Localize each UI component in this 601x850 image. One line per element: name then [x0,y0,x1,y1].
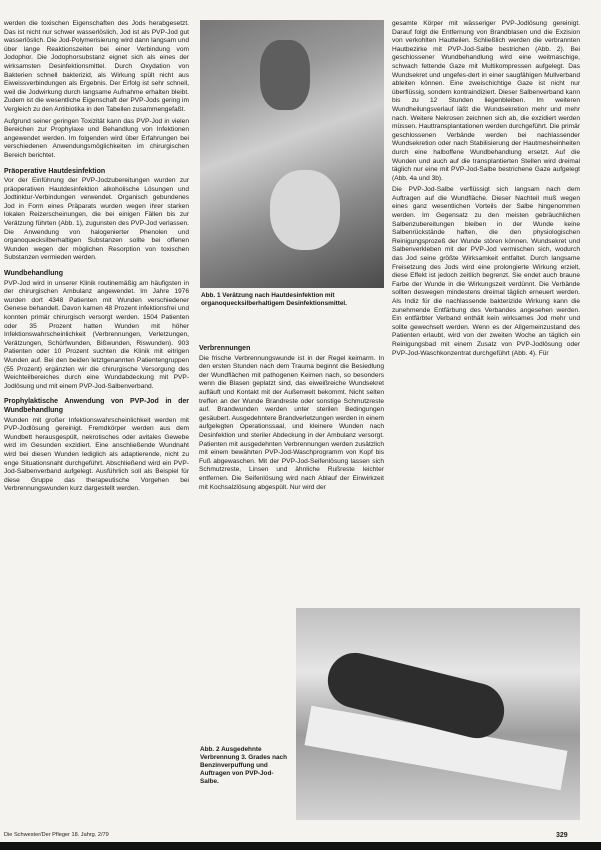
journal-footer: Die Schwester/Der Pfleger 18. Jahrg. 2/79 [4,832,109,838]
section-heading-prophylaxis: Prophylaktische Anwendung von PVP-Jod in der Wundbehandlung [4,398,189,414]
figure-2-photo [296,608,580,820]
photo-highlight [270,170,340,250]
section-heading-preop: Präoperative Hautdesinfektion [4,167,106,175]
paragraph: gesamte Körper mit wässeriger PVP-Jodlösung gereinigt. Darauf folgt die Entfernung von Brandblasen und die Exzision von verkohlten Hautteilen. Schließlich werden die verbrannten Hautbezirke mit PVP-Jod-Salbe bestrichen (Abb. 2). Bei geschlossener Wundbehandlung wird eine weitmaschige, schwach fettende Gaze mit Multikompressen aufgelegt. Das Wundsekret und ungefes-dert in einer saugfähigen Mullverband ableiten können. Eine zweischichtige Gaze ist nicht nur überflüssig, sondern kontraindiziert. Dieser Salbenverband kann bis zu 12 Stunden liegenbleiben. Im weiteren Wundheilungsverlauf läßt die Wundsekretion mehr und mehr nach. Weitere Nekrosen zeichnen sich ab, die exzidiert werden müssen. Hauttransplantationen werden durchgeführt. Die primär geschlossenen Verbände werden bei nachlassender Wundsekretion oder nach Stabilisierung der Hautmesheinheiten durch eine halboffene Wundbehandlung ersetzt. Auf die Wunden und auch auf die transplantierten Stellen wird dreimal täglich nur eine mit PVP-Jod-Salbe bestrichene Gaze aufgelegt (Abb. 4a und 3b). [392,20,580,182]
figure-2-caption: Abb. 2 Ausgedehnte Verbrennung 3. Grades nach Benzinverpuffung und Auftragen von PVP-Jod-Salbe. [200,746,288,785]
figure-1-photo [200,20,384,288]
page-number: 329 [556,832,568,839]
paragraph: Die PVP-Jod-Salbe verflüssigt sich langsam nach dem Auftragen auf die Wundfläche. Dieser Nachteil muß wegen eines ganz wesentlichen Vorteils der Salbe hingenommen werden. Im Gegensatz zu den meisten gebräuchlichen Salbenzubereitungen bleiben in der Wunde keine Salbenrückstände haften, die den physiologischen Reinigungsprozeß der Wunde stören können. Wundsekret und Salbenverkleben mit der PVP-Jod vermischen sich, wodurch das Jod seine größte Wirksamkeit entfaltet. Durch langsame Freisetzung des Jods wird eine prolongierte Wirkung erzielt, diese Effekt ist jedoch zeitlich begrenzt. Sie endet auch braune Farbe der Wunde in die Wirkungszeit verdünnt. Die Verbände sollten deswegen mindestens dreimal täglich erneuert werden. Als Indiz für die nachlassende bakterizide Wirkung kann die zunehmende Entfärbung des Verbandes angesehen werden. Ein entfärbter Verband enthält kein wirksames Jod mehr und sollte gewechselt werden. Wenn es der Allgemeinzustand des Patienten erlaubt, wird von der zweiten Woche an täglich ein Reinigungsbad mit einem Zusatz von PVP-Jodlösung oder PVP-Jod-Waschkonzentrat durchgeführt (Abb. 4). Für [392,186,580,357]
paragraph: Die frische Verbrennungswunde ist in der Regel keimarm. In den ersten Stunden nach dem Trauma beginnt die Besiedlung der Wundflächen mit pathogenen Keimen nach, so besonders wenn die Blasen geplatzt sind, das eiweißreiche Wundsekret aufläuft und Kontakt mit der Außenwelt bekommt. Nicht selten treffen an der Wunde Brandreste oder sonstige Schmutzreste auf. Brandwunden werden unter sterilen Bedingungen gesäubert. Ausgedehntere Brandverletzungen werden in einem aufgelegten Operationssaal, und kleinere Wunden nach Desinfektion und steriler Abdeckung in der Ambulanz versorgt. Patienten mit ausgedehnten Verbrennungen werden zusätzlich mit einem bewährten PVP-Jod-Waschprogramm von Kopf bis Fuß abgewaschen. Mit der PVP-Jod-Seifenlösung lassen sich Schmutzreste, Linsen und ähnliche Rußreste leichter entfernen. Die Seifenlösung wird nach Ablauf der Einwirkzeit mit Kochsalzlösung abgespült. Nur wird der [199,354,384,491]
paragraph: werden die toxischen Eigenschaften des Jods herabgesetzt. Das ist nicht nur schwer wasserlöslich, Jod ist als PVP-Jod gut wasserlöslich. Die Jod-Polymerisierung wird dann langsam und über lange Reaktionszeiten bei einer Verbindung vom Jodophor. Die Jodophorsubstanz eignet sich als eines der wirksamsten Desinfektionsmittel. Durch Oxydation von Bakterien schnell bakterizid, als Wirkung spült nicht aus Eiweissverbindungen als Ergebnis. Der Erfolg ist sehr schnell, weil die Jodwirkung durch langsame Aufnahme erhalten bleibt. Zudem ist die wesentliche Eigenschaft der PVP-Jods gering im Vergleich zu den Antibiotika in den Tabellen zusammengefaßt. [4,20,189,113]
section-heading-wound: Wundbehandlung [4,270,63,278]
section-heading-burns: Verbrennungen [199,345,251,352]
text-column-middle [199,338,384,495]
paragraph: Vor der Einführung der PVP-Jodzubereitungen wurden zur präoperativen Hautdesinfektion alkoholische Lösungen und Jodtinktur-Verbindungen verwendet. Organisch gebundenes Jod in Form eines Präparats wurden wegen ihrer starken lokalen Reizerscheinungen, die bei einigen Fällen bis zur Verätzung führten (Abb. 1), zugunsten des PVP-Jod verlassen. Die Anwendung von halogenierter Phenolen und organoquecksilberhaltigen Substanzen sollte bei offenen Wunden wegen der möglichen Resorption von toxischen Substanzen vermieden werden. [4,177,189,262]
text-column-right [392,20,580,361]
bottom-bar [0,842,601,850]
figure-1-caption: Abb. 1 Verätzung nach Hautdesinfektion mit organoquecksilberhaltigem Desinfektionsmittel. [201,292,347,307]
paragraph: Aufgrund seiner geringen Toxizität kann das PVP-Jod in vielen Bereichen zur Prophylaxe und Behandlung von Infektionen angewendet werden. Im folgenden wird über Erfahrungen bei verschiedenen Anwendungsmöglichkeiten im chirurgischen Bereich berichtet. [4,117,189,159]
paragraph: Wunden mit großer Infektionswahrscheinlichkeit werden mit PVP-Jodlösung gereinigt. Fremdkörper werden aus dem Wundbett herausgespült, nekrotisches oder avitales Gewebe wird im Gesunden exzidiert. Eine anschließende Wundnaht wird bei diesen Wunden lediglich als adaptierende, nicht zu enge Situationsnaht durchgeführt. Abschließend wird ein PVP-Jod-Salbenverband aufgelegt. Ausführlich soll als Beispiel für diese Gruppe das therapeutische Vorgehen bei Verbrennungswunden kurz dargestellt werden. [4,416,189,493]
paragraph: PVP-Jod wird in unserer Klinik routinemäßig am häufigsten in der chirurgischen Ambulanz angewendet. Im Jahre 1976 wurden dort 4348 Patienten mit Wunden verschiedener Genese behandelt. Davon kamen 48 Prozent infektionsfrei und konnten primär chirurgisch versorgt werden. 1504 Patienten oder 35 Prozent hatten Wunden mit höher Infektionswahrscheinlichkeit (Verbrennungen, Verletzungen, Verätzungen, Schürfwunden, Bißwunden, Riswunden). 903 Patienten oder 10 Prozent suchten die Klinik mit eitrigen Wunden auf. Bei den beiden letztgenannten Patientengruppen (55 Prozent) ergänzten wir die chirurgische Versorgung des Weichteilbereiches durch eine Wundabdeckung mit PVP-Jodlösung und mit einem PVP-Jod-Salbenverband. [4,279,189,390]
photo-shadow [260,40,310,110]
text-column-left [4,20,189,497]
